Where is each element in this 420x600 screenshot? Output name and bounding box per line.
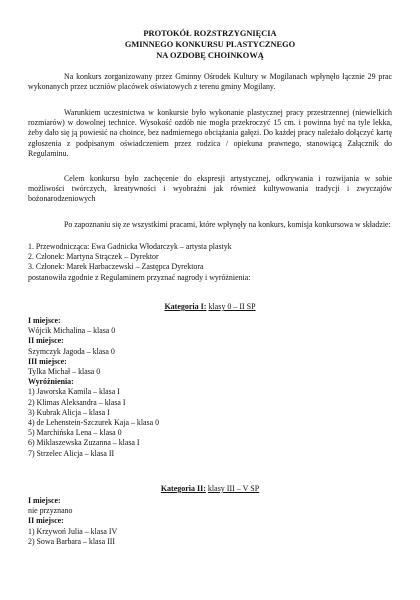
distinction-item: 2) Klimas Aleksandra – klasa I [28,397,126,407]
second-place-winner: 1) Krzywoń Julia – klasa IV [28,526,118,536]
distinction-item: 3) Kubrak Alicja – klasa I [28,407,110,417]
distinctions-heading: Wyróżnienia: [28,377,74,387]
decision-text: postanowiła zgodnie z Regulaminem przyznać nagrody i wyróżnienia: [28,272,251,282]
paragraph-goal-text: Celem konkursu było zachęcenie do ekspresji artystycznej, odkrywania i rozwijania w sobie możliwości twórczych, kreatywności i wyobraźni jak również kultywowania tradycji i zwyczajów bożonarodzeniowych [28,174,392,204]
distinction-item: 1) Jaworska Kamila – klasa I [28,387,120,397]
committee-list [28,242,392,283]
paragraph-committee-intro-text: Po zapoznaniu się ze wszystkimi pracami, które wpłynęły na konkurs, komisja konkursowa w składzie: [64,220,391,229]
paragraph-committee-intro [28,220,392,230]
paragraph-conditions [28,108,392,159]
second-place-heading: II miejsce: [28,516,64,526]
title-line-1: PROTOKÓŁ ROZSTRZYGNIĘCIA [143,29,277,38]
distinction-item: 5) Marchińska Lena – klasa 0 [28,428,122,438]
committee-member: 3. Członek: Marek Harbaczewski – Zastępca Dyrektora [28,262,204,272]
paragraph-conditions-text: Warunkiem uczestnictwa w konkursie było wykonanie plastycznej pracy przestrzennej (niewielkich rozmiarów) w dowolnej technice. Wysokość ozdób nie mogła przekroczyć 15 cm. i powinna być na tyle lekka, żeby dało się ją powiesić na choince, bez nadmiernego obciążania gałęzi. Do każdej pracy należało dołączyć kartę zgłoszenia z podpisanym oświadczeniem przez rodzica / opiekuna prawnego, stanowiącą Załącznik do Regulaminu. [28,108,392,158]
third-place-heading: III miejsce: [28,356,67,366]
committee-member: 1. Przewodnicząca: Ewa Gadnicka Włodarczyk – artysta plastyk [28,242,232,251]
first-place-heading: I miejsce: [28,316,61,325]
category-2-results [28,496,392,547]
category-1-label: Kategoria I: [164,302,207,311]
second-place-heading: II miejsce: [28,336,64,346]
first-place-winner: nie przyznano [28,506,73,516]
category-2-range: klasy III – V SP [207,484,260,493]
paragraph-intro-text: Na konkurs zorganizowany przez Gminny Ośrodek Kultury w Mogilanach wpłynęło łącznie 29 prac wykonanych przez uczniów placówek oświatowych z terenu gminy Mogilany. [28,72,392,92]
committee-member: 2. Członek: Martyna Strączek – Dyrektor [28,252,159,262]
title-line-3: NA OZDOBĘ CHOINKOWĄ [156,51,264,60]
title-line-2: GMINNEGO KONKURSU PLASTYCZNEGO [124,40,296,49]
category-1-results [28,316,392,459]
paragraph-goal [28,174,392,205]
distinction-item: 4) de Lehenstein-Szczurek Kaja – klasa 0 [28,418,160,428]
distinction-item: 6) Miklaszewska Zuzanna – klasa I [28,438,140,448]
first-place-heading: I miejsce: [28,496,61,505]
third-place-winner: Tylka Michał – klasa 0 [28,367,101,377]
second-place-winner: Szymczyk Jagoda – klasa 0 [28,346,115,356]
category-2-heading [0,484,420,494]
category-2-label: Kategoria II: [160,484,206,493]
first-place-winner: Wójcik Michalina – klasa 0 [28,326,116,336]
second-place-winner: 2) Sowa Barbara – klasa III [28,536,115,546]
category-1-heading [0,302,420,312]
distinction-item: 7) Strzelec Alicja – klasa II [28,448,115,458]
paragraph-intro [28,72,392,92]
category-1-range: klasy 0 – II SP [208,302,256,311]
